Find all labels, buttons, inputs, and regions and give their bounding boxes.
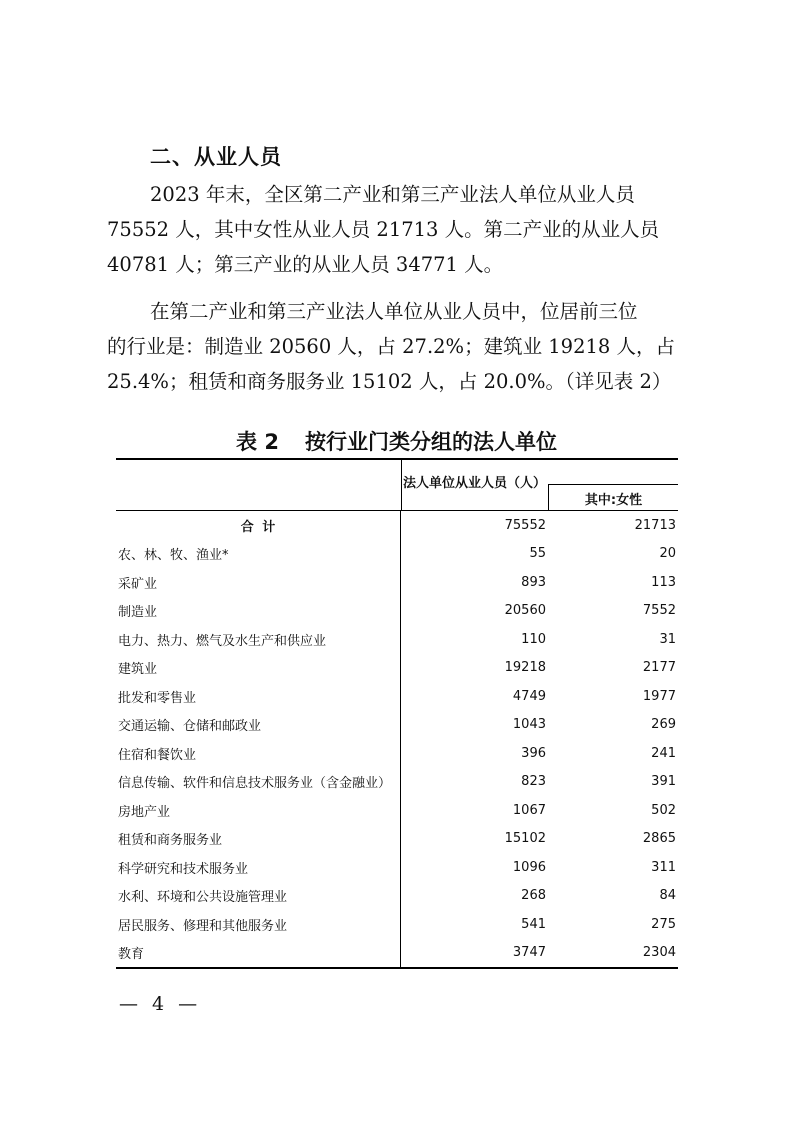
row-female-employees: 84 [659, 888, 676, 904]
table-row [116, 711, 678, 740]
table-row [116, 882, 678, 911]
row-female-employees: 269 [651, 717, 676, 733]
paragraph-line: 25.4%；租赁和商务服务业 15102 人，占 20.0%。（详见表 2） [107, 370, 672, 393]
table-title-text: 按行业门类分组的法人单位 [304, 430, 557, 454]
row-female-employees: 2865 [642, 831, 676, 847]
paragraph-line: 40781 人；第三产业的从业人员 34771 人。 [107, 253, 504, 276]
page-number: — 4 — [119, 993, 202, 1015]
row-total-employees: 541 [521, 916, 546, 932]
industry-employment-table [116, 458, 678, 969]
row-female-employees: 113 [651, 574, 676, 590]
column-divider [401, 460, 402, 510]
row-name: 水利、环境和公共设施管理业 [116, 882, 401, 911]
table-row [116, 654, 678, 683]
row-total-employees: 893 [521, 574, 546, 590]
row-total-employees: 75552 [504, 517, 546, 533]
row-total-employees: 110 [521, 631, 546, 647]
row-name: 住宿和餐饮业 [116, 739, 401, 768]
row-name: 电力、热力、燃气及水生产和供应业 [116, 625, 401, 654]
row-female-employees: 275 [651, 916, 676, 932]
row-name: 合 计 [116, 511, 401, 540]
row-total-employees: 1043 [512, 717, 546, 733]
row-total-employees: 55 [529, 546, 546, 562]
row-name: 信息传输、软件和信息技术服务业（含金融业） [116, 768, 401, 797]
row-total-employees: 396 [521, 745, 546, 761]
row-name: 租赁和商务服务业 [116, 825, 401, 854]
row-name: 农、林、牧、渔业* [116, 540, 401, 569]
table-row [116, 682, 678, 711]
table-title [0, 426, 793, 456]
paragraph-line: 75552 人，其中女性从业人员 21713 人。第二产业的从业人员 [107, 218, 660, 241]
table-row [116, 853, 678, 882]
row-name: 科学研究和技术服务业 [116, 853, 401, 882]
table-row [116, 625, 678, 654]
table-row [116, 796, 678, 825]
row-female-employees: 1977 [642, 688, 676, 704]
table-row [116, 910, 678, 939]
paragraph-line: 在第二产业和第三产业法人单位从业人员中，位居前三位 [150, 300, 638, 323]
row-total-employees: 15102 [504, 831, 546, 847]
row-female-employees: 311 [651, 859, 676, 875]
row-female-employees: 2304 [642, 945, 676, 961]
row-name: 居民服务、修理和其他服务业 [116, 910, 401, 939]
section-heading: 二、从业人员 [150, 145, 282, 169]
row-female-employees: 7552 [642, 603, 676, 619]
paragraph-line: 的行业是：制造业 20560 人，占 27.2%；建筑业 19218 人，占 [107, 335, 676, 358]
table-row [116, 739, 678, 768]
row-name: 批发和零售业 [116, 682, 401, 711]
col-header-total-employees: 法人单位从业人员（人） [403, 476, 547, 491]
paragraph-top-industries [107, 294, 691, 399]
table-row [116, 540, 678, 569]
paragraph-line: 2023 年末，全区第二产业和第三产业法人单位从业人员 [150, 183, 635, 206]
row-total-employees: 3747 [512, 945, 546, 961]
row-name: 房地产业 [116, 796, 401, 825]
row-female-employees: 31 [659, 631, 676, 647]
row-female-employees: 21713 [634, 517, 676, 533]
table-row-total [116, 511, 678, 540]
table-row [116, 568, 678, 597]
table-row [116, 597, 678, 626]
table-header [116, 458, 678, 511]
row-name: 交通运输、仓储和邮政业 [116, 711, 401, 740]
row-female-employees: 391 [651, 774, 676, 790]
row-female-employees: 241 [651, 745, 676, 761]
row-total-employees: 4749 [512, 688, 546, 704]
row-female-employees: 502 [651, 802, 676, 818]
row-total-employees: 268 [521, 888, 546, 904]
col-header-female: 其中:女性 [584, 493, 643, 508]
row-name: 制造业 [116, 597, 401, 626]
row-total-employees: 20560 [504, 603, 546, 619]
table-row [116, 825, 678, 854]
row-total-employees: 1067 [512, 802, 546, 818]
row-total-employees: 19218 [504, 660, 546, 676]
row-name: 建筑业 [116, 654, 401, 683]
paragraph-employment-summary [107, 177, 691, 282]
table-number: 表 2 [236, 430, 279, 454]
row-name: 采矿业 [116, 568, 401, 597]
row-name: 教育 [116, 939, 401, 968]
table-row [116, 768, 678, 797]
row-female-employees: 2177 [642, 660, 676, 676]
row-total-employees: 1096 [512, 859, 546, 875]
table-bottom-rule [116, 967, 678, 969]
col-header-female-cell [548, 484, 678, 510]
table-row [116, 939, 678, 968]
row-total-employees: 823 [521, 774, 546, 790]
row-female-employees: 20 [659, 546, 676, 562]
